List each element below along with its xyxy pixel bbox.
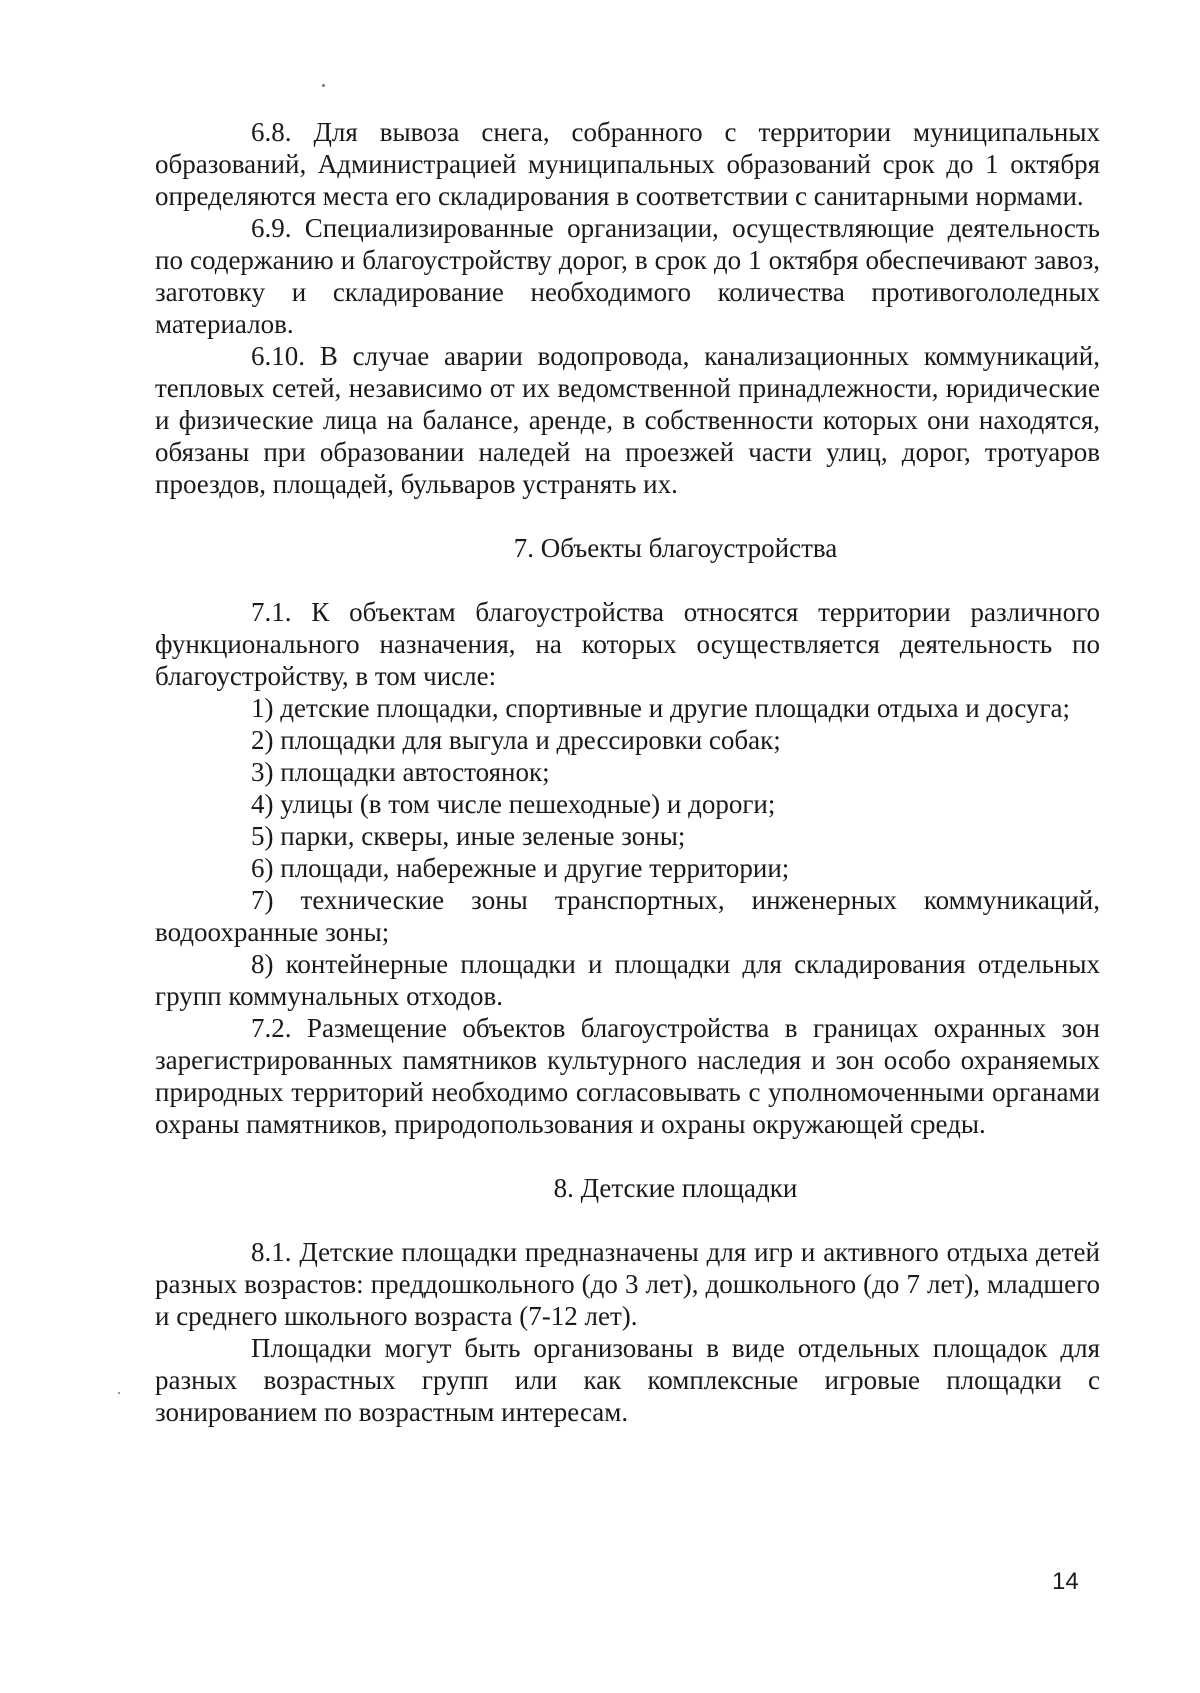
list-item-6: 6) площади, набережные и другие территории; [251, 853, 790, 883]
list-item-8: 8) контейнерные площадки и площадки для складирования отдельных групп коммунальных отходов. [155, 949, 1100, 1011]
paragraph-6-9: 6.9. Специализированные организации, осуществляющие деятельность по содержанию и благоустройству дорог, в срок до 1 октября обеспечивают завоз, заготовку и складирование необходимого количества противогололедных материалов. [155, 213, 1100, 339]
document-body [155, 116, 1100, 1428]
page-number: 14 [1052, 1568, 1079, 1595]
list-item-2: 2) площадки для выгула и дрессировки собак; [251, 725, 781, 755]
list-item-5: 5) парки, скверы, иные зеленые зоны; [251, 821, 686, 851]
list-item-4: 4) улицы (в том числе пешеходные) и дороги; [251, 789, 776, 819]
list-item-1: 1) детские площадки, спортивные и другие площадки отдыха и досуга; [251, 693, 1071, 723]
scan-speck [322, 84, 325, 87]
paragraph-6-10: 6.10. В случае аварии водопровода, канализационных коммуникаций, тепловых сетей, независимо от их ведомственной принадлежности, юридические и физические лица на балансе, аренде, в собственности которых они находятся, обязаны при образовании наледей на проезжей части улиц, дорог, тротуаров проездов, площадей, бульваров устранять их. [155, 341, 1100, 499]
section-7-heading: 7. Объекты благоустройства [513, 533, 838, 563]
paragraph-7-2: 7.2. Размещение объектов благоустройства в границах охранных зон зарегистрированных памятников культурного наследия и зон особо охраняемых природных территорий необходимо согласовывать с уполномоченными органами охраны памятников, природопользования и охраны окружающей среды. [155, 1013, 1100, 1139]
section-8-heading: 8. Детские площадки [553, 1173, 798, 1203]
paragraph-6-8: 6.8. Для вывоза снега, собранного с территории муниципальных образований, Администрацией муниципальных образований срок до 1 октября определяются места его складирования в соответствии с санитарными нормами. [155, 117, 1100, 211]
list-item-3: 3) площадки автостоянок; [251, 757, 550, 787]
paragraph-8-1: 8.1. Детские площадки предназначены для игр и активного отдыха детей разных возрастов: преддошкольного (до 3 лет), дошкольного (до 7 лет), младшего и среднего школьного возраста (7-12 лет). [155, 1237, 1100, 1331]
paragraph-8-1-continued: Площадки могут быть организованы в виде отдельных площадок для разных возрастных групп или как комплексные игровые площадки с зонированием по возрастным интересам. [155, 1333, 1100, 1427]
paragraph-7-1: 7.1. К объектам благоустройства относятся территории различного функционального назначения, на которых осуществляется деятельность по благоустройству, в том числе: [155, 597, 1100, 691]
list-item-7: 7) технические зоны транспортных, инженерных коммуникаций, водоохранные зоны; [155, 885, 1100, 947]
scan-speck [118, 1392, 120, 1394]
